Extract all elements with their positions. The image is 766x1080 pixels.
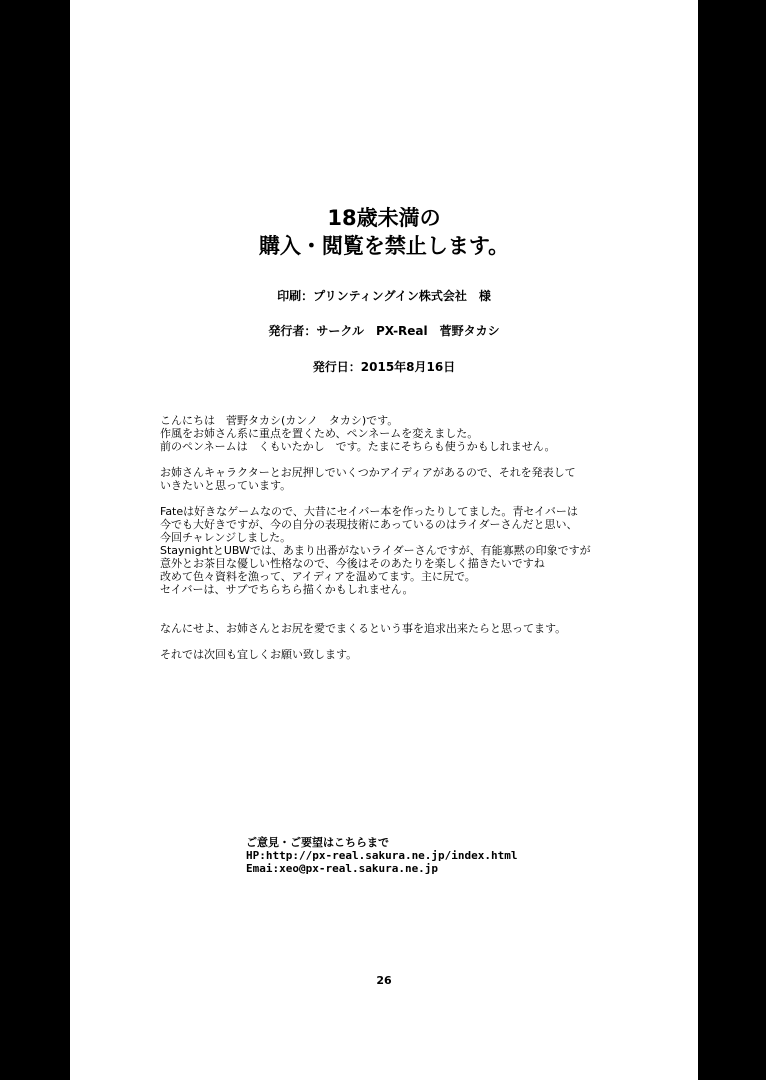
text-line: それでは次回も宜しくお願い致します。 [160,648,358,661]
text-line: いきたいと思っています。 [160,479,292,492]
paragraph-greeting [160,414,630,453]
text-line: 作風をお姉さん系に重点を置くため、ペンネームを変えました。 [160,427,479,440]
paragraph-closing [160,648,630,661]
homepage-url: HP:http://px-real.sakura.ne.jp/index.html [246,849,518,862]
email-address: Emai:xeo@px-real.sakura.ne.jp [246,862,439,875]
notice-line-2: 購入・閲覧を禁止します。 [258,234,510,258]
text-line: StaynightとUBWでは、あまり出番がないライダーさんですが、有能寡黙の印象ですが [160,544,591,557]
notice-line-1: 18歳未満の [327,206,441,230]
text-line: 改めて色々資料を漁って、アイディアを温めてます。主に尻で。 [160,570,476,583]
page [70,0,698,1080]
contact-block [246,836,518,875]
text-line: Fateは好きなゲームなので、大昔にセイバー本を作ったりしてました。青セイバーは [160,505,578,518]
text-line: 前のペンネームは くもいたかし です。たまにそちらも使うかもしれません。 [160,440,556,453]
text-line: セイバーは、サブでちらちら描くかもしれません。 [160,583,414,596]
contact-heading: ご意見・ご要望はこちらまで [246,836,389,849]
paragraph-fate [160,505,630,596]
age-restriction-notice [70,204,698,260]
text-line: なんにせよ、お姉さんとお尻を愛でまくるという事を追求出来たらと思ってます。 [160,622,567,635]
printing-credit: 印刷：プリンティングイン株式会社 様 [277,289,491,303]
text-line: お姉さんキャラクターとお尻押しでいくつかアイディアがあるので、それを発表して [160,466,576,479]
publication-date: 発行日：2015年8月16日 [312,360,456,374]
text-line: 今回チャレンジしました。 [160,531,292,544]
page-number: 26 [376,974,392,987]
afterword-text [160,414,630,674]
paragraph-pursuit [160,622,630,635]
text-line: 今でも大好きですが、今の自分の表現技術にあっているのはライダーさんだと思い、 [160,518,578,531]
text-line: 意外とお茶目な優しい性格なので、今後はそのあたりを楽しく描きたいですね [160,557,545,570]
text-line: こんにちは 菅野タカシ(カンノ タカシ)です。 [160,414,399,427]
paragraph-ideas [160,466,630,492]
publisher-credit: 発行者：サークル PX-Real 菅野タカシ [268,324,500,338]
